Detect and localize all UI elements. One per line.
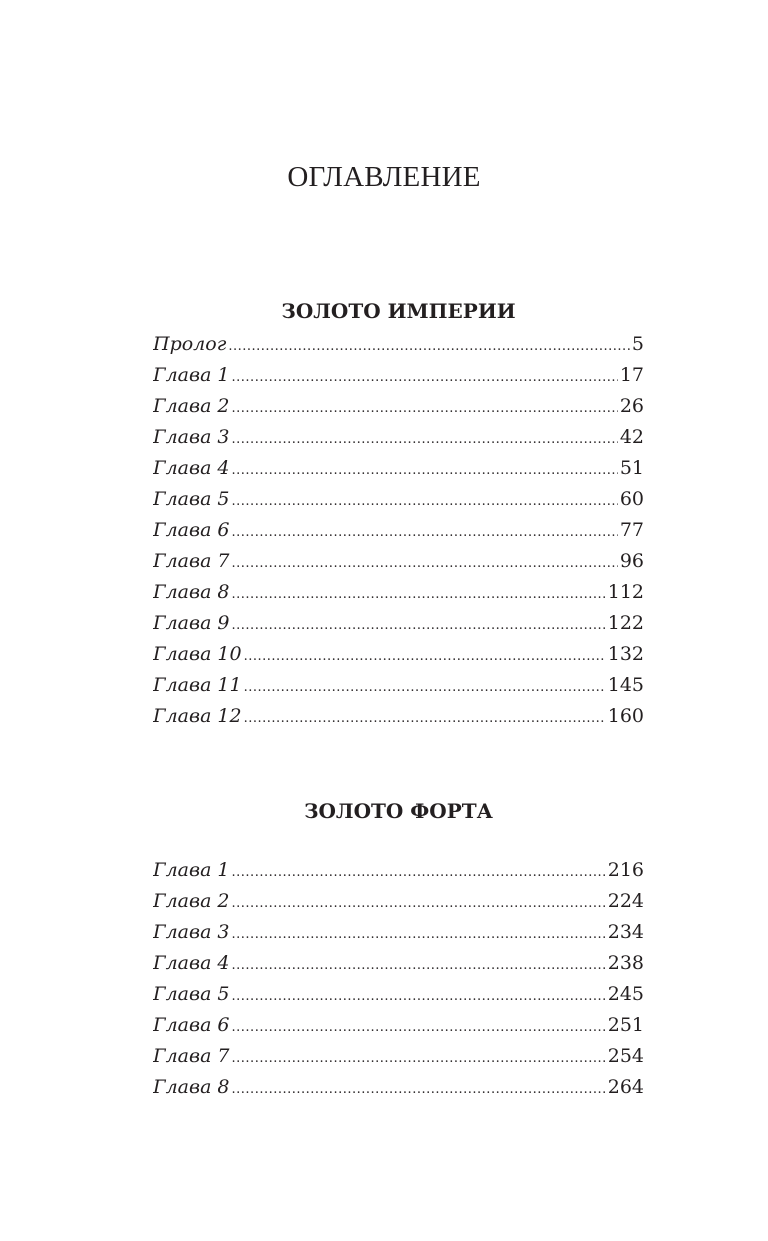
entry-label: Глава 6 — [153, 1014, 230, 1036]
toc-entry[interactable] — [153, 484, 644, 515]
entry-page-number: 245 — [607, 983, 644, 1005]
toc-entry[interactable] — [153, 701, 644, 732]
section-title: ЗОЛОТО ФОРТА — [304, 799, 493, 823]
entry-label: Глава 1 — [153, 364, 230, 386]
dot-leader — [232, 888, 606, 917]
toc-entry[interactable] — [153, 608, 644, 639]
dot-leader — [232, 486, 618, 515]
entry-label: Глава 2 — [153, 890, 230, 912]
entry-page-number: 42 — [619, 426, 644, 448]
dot-leader — [232, 1074, 606, 1103]
entry-page-number: 51 — [619, 457, 644, 479]
toc-entry[interactable] — [153, 453, 644, 484]
toc-entry-list — [153, 329, 644, 732]
entry-page-number: 216 — [607, 859, 644, 881]
toc-entry[interactable] — [153, 1072, 644, 1103]
toc-entry[interactable] — [153, 577, 644, 608]
toc-entry[interactable] — [153, 886, 644, 917]
entry-label: Глава 12 — [153, 705, 242, 727]
entry-page-number: 26 — [619, 395, 644, 417]
dot-leader — [228, 331, 630, 360]
entry-label: Глава 2 — [153, 395, 230, 417]
entry-label: Глава 4 — [153, 457, 230, 479]
dot-leader — [232, 393, 618, 422]
entry-page-number: 254 — [607, 1045, 644, 1067]
entry-label: Глава 9 — [153, 612, 230, 634]
entry-page-number: 60 — [619, 488, 644, 510]
entry-label: Глава 5 — [153, 983, 230, 1005]
entry-label: Глава 7 — [153, 550, 230, 572]
toc-entry[interactable] — [153, 360, 644, 391]
toc-entry[interactable] — [153, 855, 644, 886]
entry-label: Глава 8 — [153, 1076, 230, 1098]
dot-leader — [244, 703, 606, 732]
toc-entry-list — [153, 855, 644, 1103]
dot-leader — [232, 981, 606, 1010]
entry-page-number: 132 — [607, 643, 644, 665]
toc-entry[interactable] — [153, 391, 644, 422]
toc-entry[interactable] — [153, 1041, 644, 1072]
entry-page-number: 5 — [631, 333, 644, 355]
dot-leader — [232, 579, 606, 608]
toc-entry[interactable] — [153, 639, 644, 670]
toc-entry[interactable] — [153, 329, 644, 360]
dot-leader — [232, 857, 606, 886]
toc-section-zoloto-forta — [153, 795, 644, 1103]
entry-page-number: 160 — [607, 705, 644, 727]
toc-entry[interactable] — [153, 422, 644, 453]
dot-leader — [232, 1043, 606, 1072]
entry-label: Глава 1 — [153, 859, 230, 881]
entry-page-number: 264 — [607, 1076, 644, 1098]
entry-page-number: 145 — [607, 674, 644, 696]
toc-entry[interactable] — [153, 515, 644, 546]
page-title: ОГЛАВЛЕНИЕ — [287, 161, 481, 194]
dot-leader — [244, 641, 606, 670]
toc-entry[interactable] — [153, 670, 644, 701]
toc-entry[interactable] — [153, 979, 644, 1010]
entry-page-number: 224 — [607, 890, 644, 912]
entry-label: Пролог — [153, 333, 227, 355]
entry-label: Глава 7 — [153, 1045, 230, 1067]
dot-leader — [232, 950, 606, 979]
dot-leader — [232, 1012, 606, 1041]
entry-label: Глава 11 — [153, 674, 242, 696]
toc-entry[interactable] — [153, 948, 644, 979]
dot-leader — [232, 517, 618, 546]
entry-page-number: 112 — [607, 581, 644, 603]
dot-leader — [232, 548, 618, 577]
entry-label: Глава 3 — [153, 426, 230, 448]
entry-page-number: 251 — [607, 1014, 644, 1036]
entry-page-number: 17 — [619, 364, 644, 386]
dot-leader — [232, 455, 618, 484]
entry-label: Глава 3 — [153, 921, 230, 943]
entry-page-number: 77 — [619, 519, 644, 541]
entry-page-number: 122 — [607, 612, 644, 634]
toc-entry[interactable] — [153, 546, 644, 577]
entry-label: Глава 10 — [153, 643, 242, 665]
entry-label: Глава 4 — [153, 952, 230, 974]
entry-page-number: 238 — [607, 952, 644, 974]
section-title: ЗОЛОТО ИМПЕРИИ — [281, 299, 516, 323]
toc-entry[interactable] — [153, 917, 644, 948]
entry-page-number: 234 — [607, 921, 644, 943]
entry-page-number: 96 — [619, 550, 644, 572]
toc-entry[interactable] — [153, 1010, 644, 1041]
entry-label: Глава 5 — [153, 488, 230, 510]
dot-leader — [232, 424, 618, 453]
dot-leader — [232, 362, 618, 391]
toc-section-zoloto-imperii — [153, 295, 644, 732]
dot-leader — [232, 919, 606, 948]
entry-label: Глава 8 — [153, 581, 230, 603]
entry-label: Глава 6 — [153, 519, 230, 541]
dot-leader — [232, 610, 606, 639]
dot-leader — [244, 672, 606, 701]
